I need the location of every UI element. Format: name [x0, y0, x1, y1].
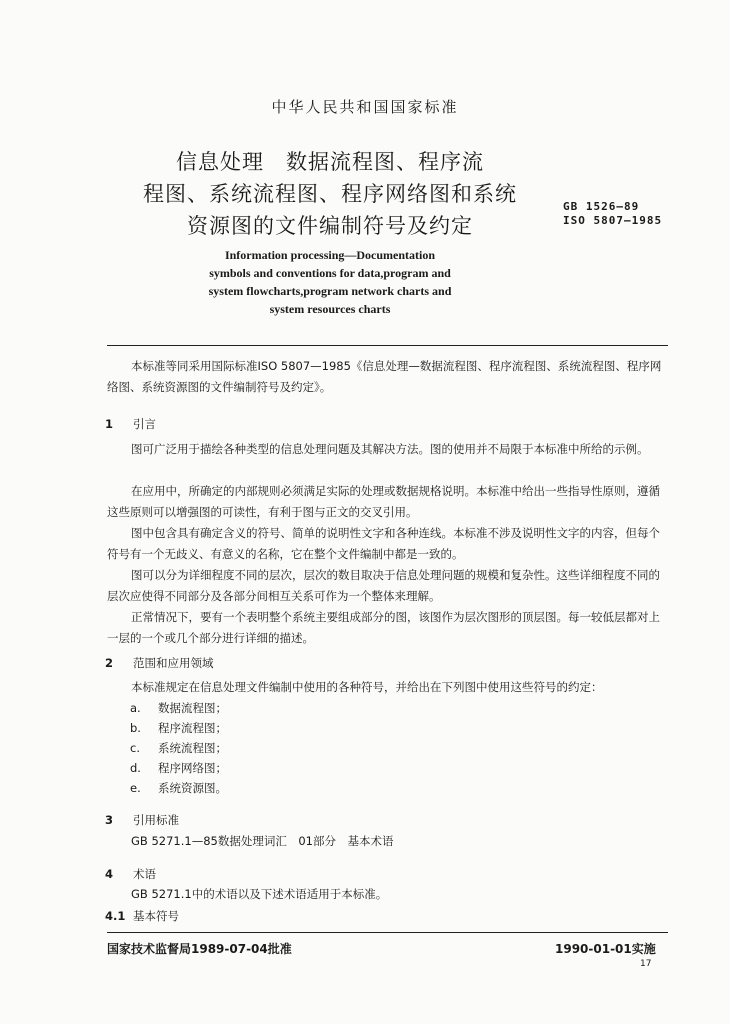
english-title-line-1: Information processing—Documentation	[224, 248, 436, 262]
english-title-line-2: symbols and conventions for data,program and	[209, 266, 451, 280]
title-line-1: 信息处理 数据流程图、程序流	[176, 150, 484, 174]
s1-paragraph-4: 图可以分为详细程度不同的层次，层次的数目取决于信息处理问题的规模和复杂性。这些详细程度不同的层次应使得不同部分及各部分间相互关系可作为一个整体来理解。	[107, 568, 660, 603]
standard-type: 中华人民共和国国家标准	[271, 98, 459, 116]
list-letter: b.	[130, 721, 141, 735]
list-item	[130, 700, 227, 716]
section-number: 1	[105, 417, 114, 431]
s3-reference: GB 5271.1—85数据处理词汇 01部分 基本术语	[131, 834, 394, 848]
footer-divider	[107, 932, 668, 933]
section-number: 2	[105, 656, 114, 670]
section-4-1-heading	[105, 908, 179, 924]
intro-paragraph: 本标准等同采用国际标准ISO 5807—1985《信息处理—数据流程图、程序流程图、系统流程图、程序网络图、系统资源图的文件编制符号及约定》。	[107, 359, 662, 394]
iso-code: ISO 5807—1985	[563, 214, 663, 227]
section-number: 3	[105, 813, 114, 827]
list-text: 数据流程图；	[158, 701, 227, 715]
list-item	[130, 780, 227, 796]
section-title: 引用标准	[133, 813, 179, 827]
section-2-heading	[105, 655, 214, 671]
english-title-line-3: system flowcharts,program network charts and	[208, 284, 452, 298]
list-letter: a.	[130, 701, 141, 715]
list-letter: d.	[130, 761, 141, 775]
list-letter: e.	[130, 781, 141, 795]
list-letter: c.	[130, 741, 140, 755]
title-line-3: 资源图的文件编制符号及约定	[187, 214, 473, 238]
list-text: 系统流程图；	[158, 741, 227, 755]
section-title: 术语	[133, 867, 156, 881]
section-1-heading	[105, 416, 156, 432]
section-3-heading	[105, 812, 179, 828]
header-divider	[107, 345, 668, 346]
title-line-2: 程图、系统流程图、程序网络图和系统	[143, 182, 517, 206]
section-number: 4.1	[105, 909, 126, 923]
section-4-heading	[105, 866, 156, 882]
section-title: 引言	[133, 417, 156, 431]
list-text: 程序网络图；	[158, 761, 227, 775]
list-text: 系统资源图。	[158, 781, 227, 795]
s4-paragraph: GB 5271.1中的术语以及下述术语适用于本标准。	[131, 887, 388, 901]
s1-paragraph-1: 图可广泛用于描绘各种类型的信息处理问题及其解决方法。图的使用并不局限于本标准中所给的示例。	[131, 442, 649, 456]
section-title: 基本符号	[133, 909, 179, 923]
s1-paragraph-3: 图中包含具有确定含义的符号、简单的说明性文字和各种连线。本标准不涉及说明性文字的内容，但每个符号有一个无歧义、有意义的名称，它在整个文件编制中都是一致的。	[107, 526, 660, 561]
section-number: 4	[105, 867, 114, 881]
implementation-date: 1990-01-01实施	[555, 942, 656, 956]
page-number: 17	[640, 959, 652, 969]
gb-code: GB 1526—89	[563, 200, 640, 213]
approval-date: 国家技术监督局1989-07-04批准	[107, 942, 292, 956]
english-title-line-4: system resources charts	[269, 302, 391, 316]
list-item	[130, 720, 227, 736]
list-item	[130, 740, 227, 756]
s1-paragraph-5: 正常情况下，要有一个表明整个系统主要组成部分的图，该图作为层次图形的顶层图。每一较低层都对上一层的一个或几个部分进行详细的描述。	[107, 610, 660, 645]
list-text: 程序流程图；	[158, 721, 227, 735]
list-item	[130, 760, 227, 776]
s2-paragraph: 本标准规定在信息处理文件编制中使用的各种符号，并给出在下列图中使用这些符号的约定：	[131, 680, 603, 694]
s1-paragraph-2: 在应用中，所确定的内部规则必须满足实际的处理或数据规格说明。本标准中给出一些指导性原则，遵循这些原则可以增强图的可读性，有利于图与正文的交叉引用。	[107, 484, 660, 519]
section-title: 范围和应用领域	[133, 656, 214, 670]
